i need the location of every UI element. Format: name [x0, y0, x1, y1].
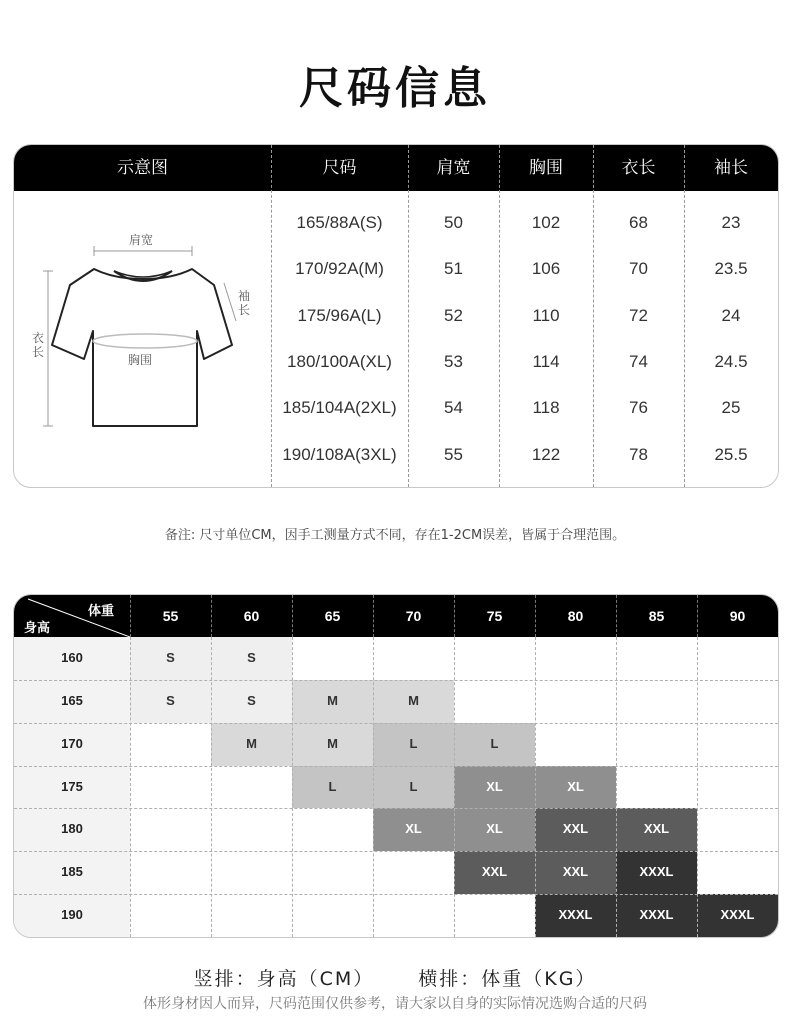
column-divider: [697, 637, 698, 937]
cell-sleeve: 24: [721, 306, 741, 325]
row-divider: [14, 894, 778, 895]
measurement-note: 备注: 尺寸单位CM，因手工测量方式不同，存在1-2CM误差，皆属于合理范围。: [164, 528, 626, 543]
cell-shoulder: 54: [444, 398, 463, 417]
height-label: 160: [14, 637, 130, 680]
diagram-label-chest: 胸围: [128, 353, 153, 367]
cell-chest: 110: [532, 306, 560, 325]
cell-chest: 102: [531, 213, 561, 232]
tshirt-diagram: [14, 191, 271, 487]
row-divider: [14, 723, 778, 724]
cell-size: 180/100A(XL): [287, 352, 392, 371]
column-divider: [130, 637, 131, 937]
cell-shoulder: 50: [444, 213, 463, 232]
cell-shoulder: 55: [444, 445, 463, 464]
size-cell: XXXL: [616, 851, 697, 894]
size-cell: XL: [535, 766, 616, 809]
header-divider: [292, 595, 293, 637]
size-cell: XL: [373, 808, 454, 851]
header-sleeve: 袖长: [714, 158, 748, 178]
row-divider: [14, 680, 778, 681]
axis-legend: [0, 964, 790, 991]
diagram-label-sleeve: 袖长: [238, 289, 251, 317]
cell-length: 76: [629, 398, 648, 417]
header-size: 尺码: [322, 158, 357, 178]
size-table-header: [14, 145, 778, 191]
cell-chest: 118: [532, 398, 560, 417]
cell-sleeve: 24.5: [714, 352, 748, 371]
cell-sleeve: 25: [721, 398, 741, 417]
weight-header: 65: [324, 608, 341, 624]
size-cell: M: [211, 723, 292, 766]
weight-header: 90: [729, 608, 746, 624]
column-divider: [616, 637, 617, 937]
cell-shoulder: 53: [444, 352, 463, 371]
cell-size: 175/96A(L): [297, 306, 382, 325]
size-cell: S: [130, 637, 211, 680]
size-cell: L: [292, 766, 373, 809]
height-label: 180: [14, 808, 130, 851]
weight-header: 75: [486, 608, 503, 624]
size-cell: L: [373, 723, 454, 766]
size-cell: S: [211, 680, 292, 723]
column-divider: [535, 637, 536, 937]
cell-length: 70: [629, 259, 648, 278]
weight-header: 60: [243, 608, 260, 624]
cell-sleeve: 25.5: [714, 445, 748, 464]
column-divider: [373, 637, 374, 937]
size-cell: XXL: [454, 851, 535, 894]
weight-header: 80: [567, 608, 584, 624]
weight-header: 55: [162, 608, 179, 624]
recommend-table: [13, 594, 779, 938]
column-divider: [454, 637, 455, 937]
size-cell: L: [373, 766, 454, 809]
cell-chest: 122: [531, 445, 561, 464]
cell-shoulder: 52: [444, 306, 463, 325]
column-divider: [211, 637, 212, 937]
diagram-label-length: 衣长: [32, 331, 45, 359]
weight-header: 70: [405, 608, 422, 624]
corner-height-label: 身高: [24, 621, 51, 636]
size-cell: XXXL: [535, 894, 616, 937]
row-divider: [14, 851, 778, 852]
size-cell: S: [130, 680, 211, 723]
header-divider: [373, 595, 374, 637]
header-length: 衣长: [621, 158, 656, 178]
cell-size: 170/92A(M): [295, 259, 384, 278]
corner-weight-label: 体重: [88, 604, 115, 619]
header-divider: [211, 595, 212, 637]
size-cell: XXL: [535, 808, 616, 851]
size-cell: XL: [454, 808, 535, 851]
size-cell: XXXL: [616, 894, 697, 937]
header-divider: [616, 595, 617, 637]
cell-size: 185/104A(2XL): [282, 398, 397, 417]
legend-horizontal: 横排：体重（KG）: [418, 968, 597, 990]
legend-vertical: 竖排：身高（CM）: [193, 968, 375, 990]
size-cell: XXXL: [697, 894, 778, 937]
header-divider: [535, 595, 536, 637]
header-divider: [454, 595, 455, 637]
height-label: 165: [14, 680, 130, 723]
row-divider: [14, 808, 778, 809]
header-divider: [697, 595, 698, 637]
header-chest: 胸围: [529, 158, 563, 178]
size-cell: XXL: [616, 808, 697, 851]
cell-length: 78: [629, 445, 648, 464]
cell-sleeve: 23.5: [714, 259, 748, 278]
diagram-label-shoulder: 肩宽: [129, 233, 154, 247]
cell-length: 72: [629, 306, 648, 325]
header-diagram: 示意图: [117, 158, 168, 178]
disclaimer: 体形身材因人而异，尺码范围仅供参考，请大家以自身的实际情况选购合适的尺码: [143, 996, 647, 1012]
cell-length: 68: [629, 213, 648, 232]
size-cell: M: [373, 680, 454, 723]
header-shoulder: 肩宽: [436, 158, 471, 178]
cell-chest: 106: [531, 259, 561, 278]
height-label: 170: [14, 723, 130, 766]
header-divider: [130, 595, 131, 637]
cell-size: 165/88A(S): [296, 213, 383, 232]
column-divider: [292, 637, 293, 937]
size-table: [13, 144, 779, 488]
size-cell: M: [292, 680, 373, 723]
cell-size: 190/108A(3XL): [282, 445, 397, 464]
height-label: 175: [14, 766, 130, 809]
height-label: 190: [14, 894, 130, 937]
size-cell: S: [211, 637, 292, 680]
row-divider: [14, 766, 778, 767]
size-cell: XXL: [535, 851, 616, 894]
cell-length: 74: [629, 352, 648, 371]
cell-shoulder: 51: [444, 259, 463, 278]
size-cell: XL: [454, 766, 535, 809]
size-cell: L: [454, 723, 535, 766]
cell-chest: 114: [532, 352, 560, 371]
weight-header: 85: [648, 608, 665, 624]
page-title: 尺码信息: [299, 63, 491, 114]
size-cell: M: [292, 723, 373, 766]
recommend-table-header: [14, 595, 778, 637]
height-label: 185: [14, 851, 130, 894]
cell-sleeve: 23: [721, 213, 741, 232]
